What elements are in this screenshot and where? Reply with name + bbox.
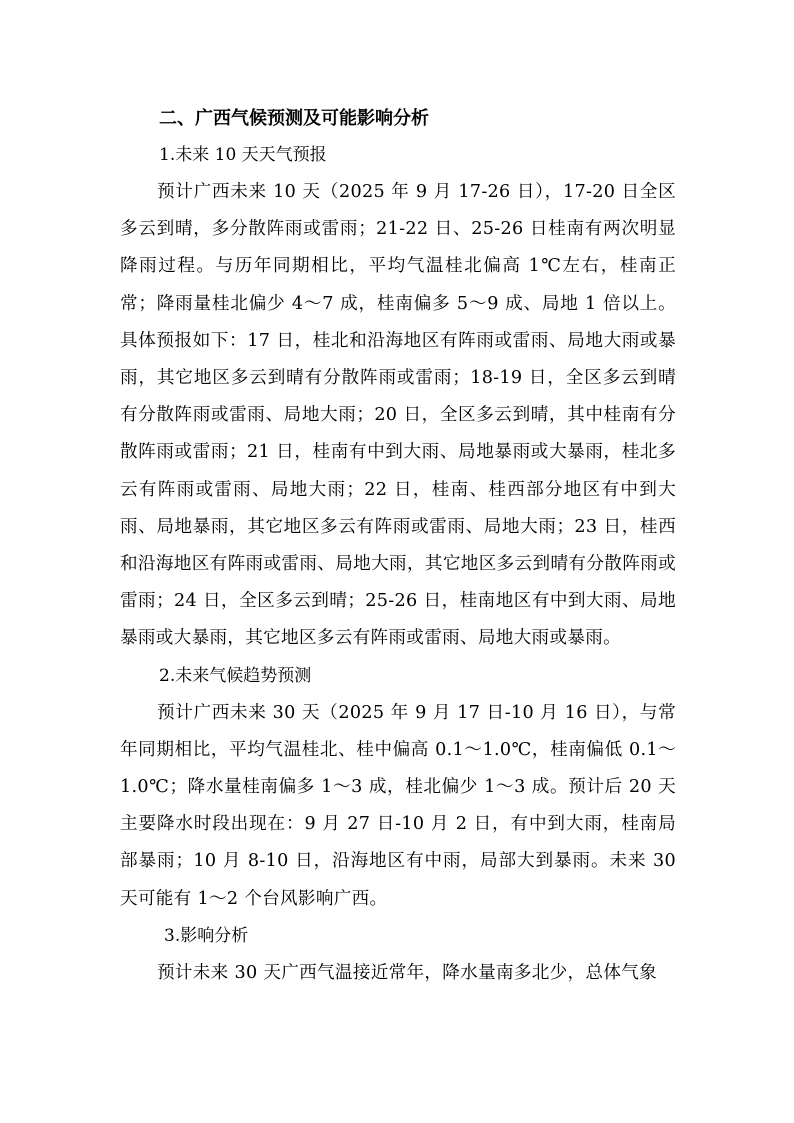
paragraph-climate-trend: 预计广西未来 30 天（2025 年 9 月 17 日-10 月 16 日），与常年同期相比，平均气温桂北、桂中偏高 0.1～1.0℃，桂南偏低 0.1～1.0℃；降水量桂南偏多 1～3 成，桂北偏少 1～3 成。预计后 20 天主要降水时段出现在：9 月 27 日-10 月 2 日，有中到大雨，桂南局部暴雨；10 月 8-10 日，沿海地区有中雨，局部大到暴雨。未来 30 天可能有 1～2 个台风影响广西。	[120, 702, 676, 909]
document-page	[120, 100, 676, 992]
subsection-heading-impact-analysis: 3.影响分析	[164, 925, 249, 946]
subsection-heading-forecast-10-day: 1.未来 10 天天气预报	[159, 145, 327, 165]
paragraph-forecast-10-day: 预计广西未来 10 天（2025 年 9 月 17-26 日），17-20 日全区多云到晴，多分散阵雨或雷雨；21-22 日、25-26 日桂南有两次明显降雨过程。与历年同期相比，平均气温桂北偏高 1℃左右，桂南正常；降雨量桂北偏少 4～7 成，桂南偏多 5～9 成、局地 1 倍以上。具体预报如下：17 日，桂北和沿海地区有阵雨或雷雨、局地大雨或暴雨，其它地区多云到晴有分散阵雨或雷雨；18-19 日，全区多云到晴有分散阵雨或雷雨、局地大雨；20 日，全区多云到晴，其中桂南有分散阵雨或雷雨；21 日，桂南有中到大雨、局地暴雨或大暴雨，桂北多云有阵雨或雷雨、局地大雨；22 日，桂南、桂西部分地区有中到大雨、局地暴雨，其它地区多云有阵雨或雷雨、局地大雨；23 日，桂西和沿海地区有阵雨或雷雨、局地大雨，其它地区多云到晴有分散阵雨或雷雨；24 日，全区多云到晴；25-26 日，桂南地区有中到大雨、局地暴雨或大暴雨，其它地区多云有阵雨或雷雨、局地大雨或暴雨。	[120, 182, 676, 649]
section-title: 二、广西气候预测及可能影响分析	[159, 108, 429, 129]
paragraph-impact-analysis: 预计未来 30 天广西气温接近常年，降水量南多北少，总体气象	[157, 962, 658, 983]
subsection-heading-climate-trend: 2.未来气候趋势预测	[159, 665, 312, 686]
